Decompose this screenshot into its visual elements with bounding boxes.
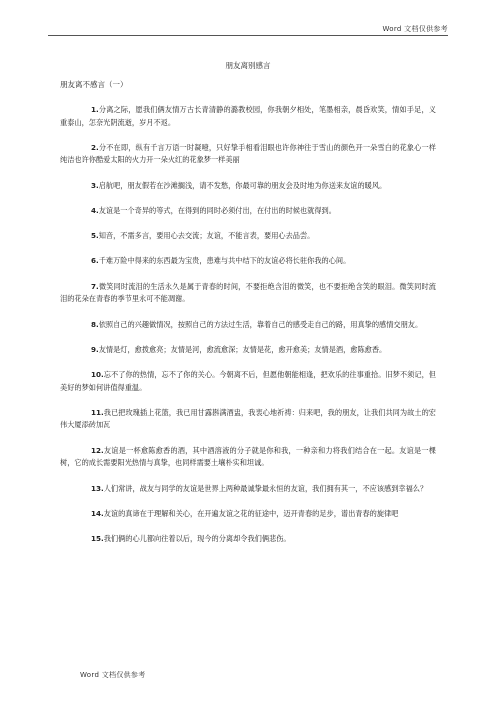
paragraph-text: 知音，不需多言，要用心去交流；友谊，不能言表，要用心去品尝。 [98, 231, 315, 241]
paragraph-text: 分不在即，纵有千言万语一时凝噎，只好挚手相看泪眼也许你神往于雪山的颜色开一朵雪白的花象心一样纯洁也许你酷爱太阳的火力开一朵火红的花象梦一样美丽 [60, 142, 436, 165]
paragraph-number: 11. [91, 407, 104, 417]
page-header: Word 文档仅供参考 [382, 25, 448, 33]
paragraph-number: 3. [91, 180, 99, 190]
paragraph-3 [60, 180, 436, 193]
paragraph-text: 依照自己的兴趣做情况，按照自己的方法过生活，靠着自己的感受走自己的路，用真挚的感情交朋友。 [98, 319, 423, 329]
document-body [60, 60, 436, 558]
paragraph-number: 6. [91, 256, 99, 266]
paragraph-5 [60, 230, 436, 243]
paragraph-13 [60, 483, 436, 496]
paragraph-10 [60, 369, 436, 394]
paragraph-text: 分离之际，愿我们俩友情万古长青清静的潞教校园，你我朝夕相处，笔墨相亲，晨昏欢笑，情如手足，义重泰山，怎奈光阴流逝，岁月不返。 [60, 105, 436, 127]
paragraph-text: 友谊的真谛在于理解和关心，在开遍友谊之花的征途中，迈开青春的足步，谱出青春的旋律吧 [103, 508, 399, 518]
paragraph-2 [60, 142, 436, 167]
paragraph-text: 我已把玫瑰插上花篮，我已用甘露斟满酒盅，我衷心地祈祷：归来吧，我的朋友，让我们共同为故土的宏伟大厦添砖加瓦 [60, 407, 436, 430]
paragraph-text: 千难万险中得来的东西最为宝贵，患难与共中结下的友谊必将长驻你我的心间。 [98, 256, 351, 266]
header-divider [48, 35, 448, 36]
paragraph-15 [60, 533, 436, 546]
paragraph-number: 14. [91, 508, 104, 518]
paragraph-text: 微笑同时流泪的生活永久是属于青春的时间，不要拒绝含泪的微笑，也不要拒绝含笑的眼泪。微笑同时流泪的花朵在青春的季节里永可不能凋谢。 [60, 281, 436, 304]
paragraph-number: 8. [91, 319, 99, 329]
paragraph-text: 友谊是一个奇异的等式，在得到的同时必须付出，在付出的时候也就得到。 [98, 205, 336, 215]
paragraph-number: 9. [91, 344, 99, 354]
paragraph-text: 忘不了你的热情，忘不了你的关心。今朝离不后，但愿他朝能相逢，把欢乐的往事重拾。旧梦不须记，但美好的梦如何讲值得重温。 [60, 370, 436, 392]
paragraph-8 [60, 319, 436, 332]
paragraph-4 [60, 205, 436, 218]
paragraph-text: 启航吧，朋友假若在沙滩搁浅，请不发愁，你最可靠的朋友会及时地为你送来友谊的暖风。 [98, 180, 387, 190]
paragraph-number: 10. [91, 370, 104, 380]
paragraph-number: 12. [91, 445, 104, 455]
paragraph-number: 1. [91, 105, 99, 114]
paragraph-7 [60, 281, 436, 306]
paragraph-1 [60, 104, 436, 129]
paragraph-text: 友情是灯，愈拨愈亮；友情是河，愈流愈深；友情是花，愈开愈美；友情是酒，愈陈愈香。 [98, 344, 387, 354]
paragraph-number: 7. [91, 281, 99, 291]
paragraph-9 [60, 344, 436, 357]
paragraph-number: 4. [91, 205, 99, 215]
paragraph-number: 15. [91, 534, 104, 544]
paragraph-text: 我们俩的心儿都向往着以后，现今的分离却令我们俩悲伤。 [103, 534, 291, 544]
paragraph-12 [60, 445, 436, 470]
paragraph-number: 2. [91, 142, 99, 152]
document-subtitle: 朋友离不感言（一） [60, 80, 128, 89]
paragraph-6 [60, 255, 436, 268]
page-footer: Word 文档仅供参考 [80, 671, 146, 679]
paragraph-number: 13. [91, 483, 104, 493]
paragraph-14 [60, 508, 436, 521]
document-title: 朋友离别感言 [225, 61, 271, 70]
paragraph-text: 友谊是一杯愈陈愈香的酒，其中酒溶液的分子就是你和我，一种亲和力将我们结合在一起。友谊是一棵树，它的成长需要阳光热情与真挚，也同样需要土壤朴实和坦诚。 [60, 445, 436, 468]
paragraph-text: 人们常讲，战友与同学的友谊是世界上两种最诚挚最永恒的友谊，我们拥有其一，不应该感到幸福么？ [103, 483, 428, 493]
paragraph-11 [60, 407, 436, 432]
paragraph-number: 5. [91, 231, 99, 241]
